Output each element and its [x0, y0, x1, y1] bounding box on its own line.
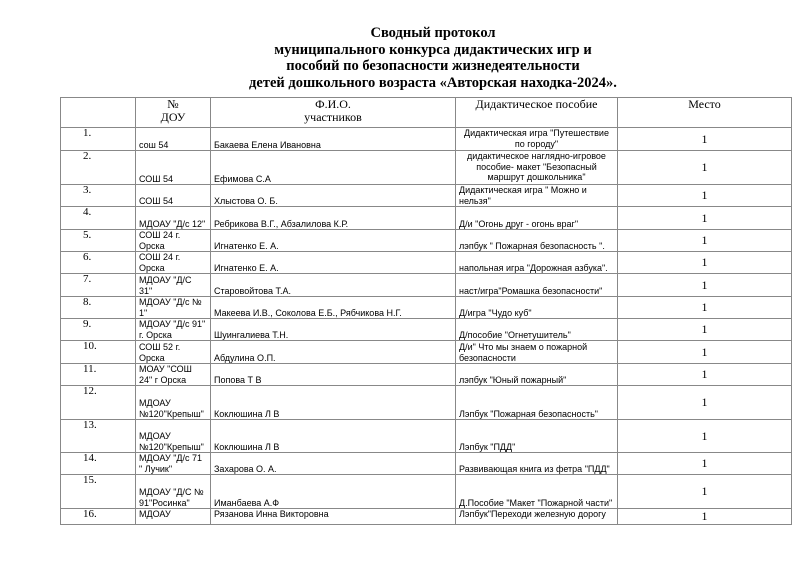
row-posobie: наст/игра"Ромашка безопасности": [456, 274, 618, 297]
row-posobie: лэпбук " Пожарная безопасность ".: [456, 230, 618, 252]
row-dou: СОШ 52 г. Орска: [136, 341, 211, 364]
row-number: 6.: [61, 252, 136, 274]
row-posobie: Д/и "Огонь друг - огонь враг": [456, 207, 618, 230]
title-line: Сводный протокол: [370, 25, 496, 41]
row-fio: Игнатенко Е. А.: [211, 252, 456, 274]
row-posobie: Дидактическая игра "Путешествие по городу": [456, 128, 618, 151]
header-posobie: Дидактическое пособие: [456, 98, 618, 128]
table-row: [61, 185, 792, 207]
row-fio: Шуингалиева Т.Н.: [211, 319, 456, 341]
row-fio: Рязанова Инна Викторовна: [211, 509, 456, 525]
table-row: [61, 128, 792, 151]
row-place: 1: [618, 341, 792, 364]
row-fio: Ефимова С.А: [211, 151, 456, 185]
table-header: [61, 98, 792, 128]
row-fio: Хлыстова О. Б.: [211, 185, 456, 207]
title-line: муниципального конкурса дидактических игр и: [274, 41, 592, 58]
row-posobie: Д/и" Что мы знаем о пожарной безопасности: [456, 341, 618, 364]
row-number: 4.: [61, 207, 136, 230]
row-number: 15.: [61, 475, 136, 509]
row-fio: Иманбаева А.Ф: [211, 475, 456, 509]
row-dou: МОАУ "СОШ 24" г Орска: [136, 364, 211, 386]
row-number: 1.: [61, 128, 136, 151]
row-dou: МДОАУ "Д/с 12": [136, 207, 211, 230]
row-fio: Игнатенко Е. А.: [211, 230, 456, 252]
results-table: [60, 97, 792, 525]
table-row: [61, 207, 792, 230]
table-row: [61, 420, 792, 453]
row-number: 2.: [61, 151, 136, 185]
row-place: 1: [618, 274, 792, 297]
row-dou: МДОАУ "Д/с 91" г. Орска: [136, 319, 211, 341]
table-row: [61, 319, 792, 341]
row-number: 13.: [61, 420, 136, 453]
row-number: 10.: [61, 341, 136, 364]
row-dou: СОШ 54: [136, 185, 211, 207]
row-number: 16.: [61, 509, 136, 525]
row-dou: СОШ 54: [136, 151, 211, 185]
row-place: 1: [618, 509, 792, 525]
row-place: 1: [618, 230, 792, 252]
row-number: 9.: [61, 319, 136, 341]
row-posobie: Развивающая книга из фетра "ПДД": [456, 453, 618, 475]
row-place: 1: [618, 319, 792, 341]
row-fio: Бакаева Елена Ивановна: [211, 128, 456, 151]
row-posobie: лэпбук "Юный пожарный": [456, 364, 618, 386]
row-place: 1: [618, 128, 792, 151]
header-num: [61, 98, 136, 128]
row-dou: МДОАУ "Д/с № 1": [136, 297, 211, 319]
row-place: 1: [618, 185, 792, 207]
header-fio: Ф.И.О. участников: [211, 98, 456, 128]
row-place: 1: [618, 475, 792, 509]
table-row: [61, 453, 792, 475]
row-place: 1: [618, 297, 792, 319]
row-posobie: напольная игра "Дорожная азбука".: [456, 252, 618, 274]
row-place: 1: [618, 453, 792, 475]
table-row: [61, 274, 792, 297]
title-line: пособий по безопасности жизнедеятельности: [286, 58, 580, 74]
row-number: 12.: [61, 386, 136, 420]
header-dou: № ДОУ: [136, 98, 211, 128]
table-row: [61, 252, 792, 274]
row-fio: Старовойтова Т.А.: [211, 274, 456, 297]
row-posobie: Лэпбук "Пожарная безопасность": [456, 386, 618, 420]
row-place: 1: [618, 364, 792, 386]
row-fio: Коклюшина Л В: [211, 420, 456, 453]
row-posobie: Д.Пособие "Макет "Пожарной части": [456, 475, 618, 509]
document-title: [0, 25, 800, 91]
row-dou: МДОАУ: [136, 509, 211, 525]
row-fio: Попова Т В: [211, 364, 456, 386]
table-row: [61, 509, 792, 525]
row-fio: Макеева И.В., Соколова Е.Б., Рябчикова Н.Г.: [211, 297, 456, 319]
row-posobie: Лэпбук"Переходи железную дорогу: [456, 509, 618, 525]
row-posobie: дидактическое наглядно-игровое пособие- макет "Безопасный маршрут дошкольника": [456, 151, 618, 185]
table-row: [61, 230, 792, 252]
row-fio: Абдулина О.П.: [211, 341, 456, 364]
table-row: [61, 475, 792, 509]
row-posobie: Лэпбук "ПДД": [456, 420, 618, 453]
row-dou: МДОАУ "Д/с 71 " Лучик": [136, 453, 211, 475]
row-place: 1: [618, 151, 792, 185]
row-fio: Ребрикова В.Г., Абзалилова К.Р.: [211, 207, 456, 230]
row-place: 1: [618, 252, 792, 274]
row-dou: МДОАУ №120"Крепыш": [136, 420, 211, 453]
row-dou: МДОАУ №120"Крепыш": [136, 386, 211, 420]
row-posobie: Д/пособие "Огнетушитель": [456, 319, 618, 341]
row-number: 11.: [61, 364, 136, 386]
row-number: 5.: [61, 230, 136, 252]
table-row: [61, 364, 792, 386]
row-dou: МДОАУ "Д/С 31": [136, 274, 211, 297]
row-posobie: Дидактическая игра " Можно и нельзя": [456, 185, 618, 207]
row-place: 1: [618, 386, 792, 420]
row-dou: МДОАУ "Д/С № 91"Росинка": [136, 475, 211, 509]
row-number: 7.: [61, 274, 136, 297]
row-place: 1: [618, 207, 792, 230]
header-place: Место: [618, 98, 792, 128]
row-fio: Захарова О. А.: [211, 453, 456, 475]
table-row: [61, 151, 792, 185]
row-fio: Коклюшина Л В: [211, 386, 456, 420]
row-dou: СОШ 24 г. Орска: [136, 252, 211, 274]
row-posobie: Д/игра "Чудо куб": [456, 297, 618, 319]
row-number: 8.: [61, 297, 136, 319]
title-line: детей дошкольного возраста «Авторская находка-2024».: [249, 74, 617, 91]
row-dou: сош 54: [136, 128, 211, 151]
row-dou: СОШ 24 г. Орска: [136, 230, 211, 252]
table-row: [61, 341, 792, 364]
row-number: 3.: [61, 185, 136, 207]
table-row: [61, 386, 792, 420]
table-row: [61, 297, 792, 319]
row-number: 14.: [61, 453, 136, 475]
row-place: 1: [618, 420, 792, 453]
